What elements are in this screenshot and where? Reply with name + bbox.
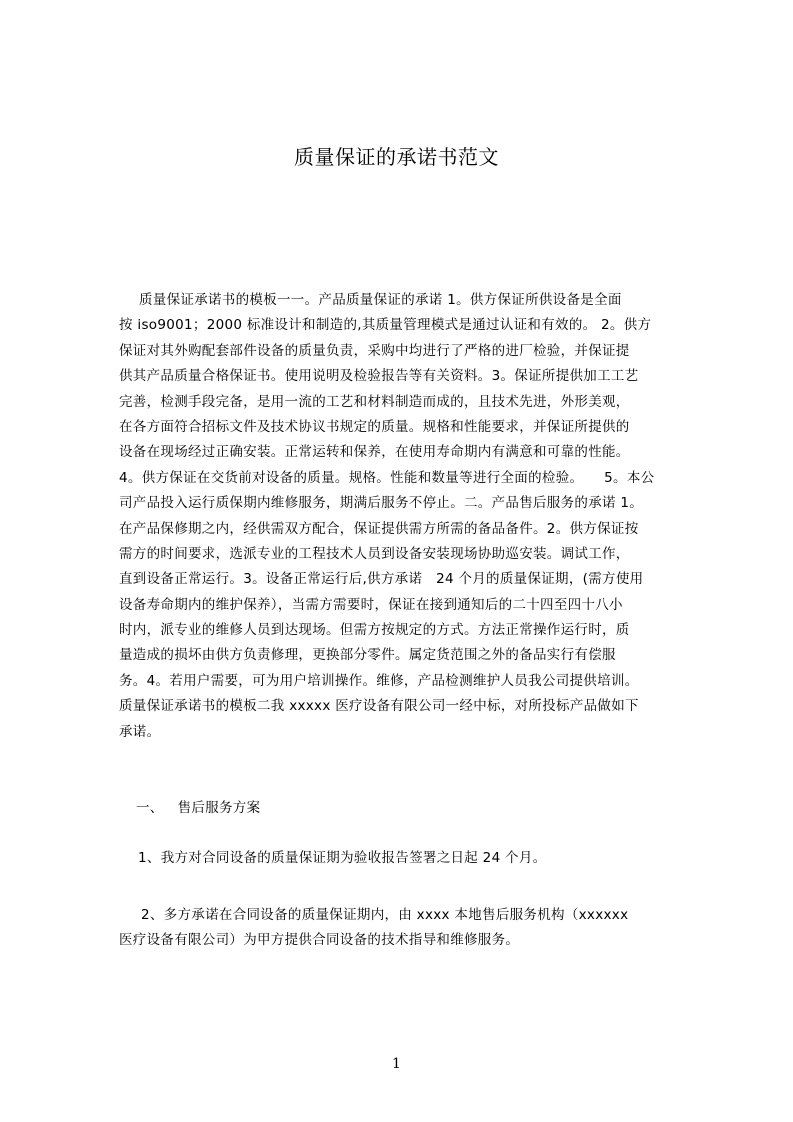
list-item-1: 1、我方对合同设备的质量保证期为验收报告签署之日起 24 个月。 xyxy=(138,850,547,866)
section-heading-number: 一、 xyxy=(136,800,164,816)
body-line: 完善，检测手段完备，是用一流的工艺和材料制造而成的，且技术先进，外形美观， xyxy=(119,393,630,410)
body-line: 司产品投入运行质保期内维修服务，期满后服务不停止。二。产品售后服务的承诺 1。 xyxy=(119,495,644,512)
body-line: 设备寿命期内的维护保养），当需方需要时，保证在接到通知后的二十四至四十八小 xyxy=(119,596,623,613)
body-line: 直到设备正常运行。3。设备正常运行后,供方承诺 24 个月的质量保证期，(需方使用 xyxy=(119,571,644,588)
body-line: 按 iso9001；2000 标准设计和制造的,其质量管理模式是通过认证和有效的。 2。供方 xyxy=(119,317,652,334)
body-line: 4。供方保证在交货前对设备的质量。规格。性能和数量等进行全面的检验。 5。本公 xyxy=(119,469,655,486)
section-heading-text: 售后服务方案 xyxy=(177,800,261,816)
body-line: 保证对其外购配套部件设备的质量负责，采购中均进行了严格的进厂检验，并保证提 xyxy=(119,342,630,359)
body-line: 量造成的损坏由供方负责修理，更换部分零件。属定货范围之外的备品实行有偿服 xyxy=(119,647,616,664)
section-heading xyxy=(119,796,698,821)
body-paragraph xyxy=(119,288,698,745)
page-number: 1 xyxy=(392,1056,401,1072)
list-item-2 xyxy=(119,903,698,954)
body-line: 务。4。若用户需要，可为用户培训操作。维修，产品检测维护人员我公司提供培训。 xyxy=(119,672,639,689)
body-line: 承诺。 xyxy=(119,723,161,740)
list-item-2-line: 2、多方承诺在合同设备的质量保证期内，由 xxxx 本地售后服务机构（xxxxxx xyxy=(141,907,629,923)
body-line: 在产品保修期之内，经供需双方配合，保证提供需方所需的备品备件。2。供方保证按 xyxy=(119,520,639,537)
body-line: 在各方面符合招标文件及技术协议书规定的质量。规格和性能要求，并保证所提供的 xyxy=(119,418,630,435)
body-line: 需方的时间要求，选派专业的工程技术人员到设备安装现场协助巡安装。调试工作， xyxy=(119,545,630,562)
body-line: 设备在现场经过正确安装。正常运转和保养，在使用寿命期内有满意和可靠的性能。 xyxy=(119,444,630,461)
body-line: 供其产品质量合格保证书。使用说明及检验报告等有关资料。3。保证所提供加工工艺 xyxy=(119,368,639,385)
body-line: 质量保证承诺书的模板二我 xxxxx 医疗设备有限公司一经中标，对所投标产品做如下 xyxy=(119,698,639,715)
document-title: 质量保证的承诺书范文 xyxy=(294,145,499,169)
body-line: 时内，派专业的维修人员到达现场。但需方按规定的方式。方法正常操作运行时，质 xyxy=(119,622,630,639)
list-item-2-line: 医疗设备有限公司）为甲方提供合同设备的技术指导和维修服务。 xyxy=(119,932,520,949)
body-line: 质量保证承诺书的模板一一。产品质量保证的承诺 1。供方保证所供设备是全面 xyxy=(139,292,622,308)
